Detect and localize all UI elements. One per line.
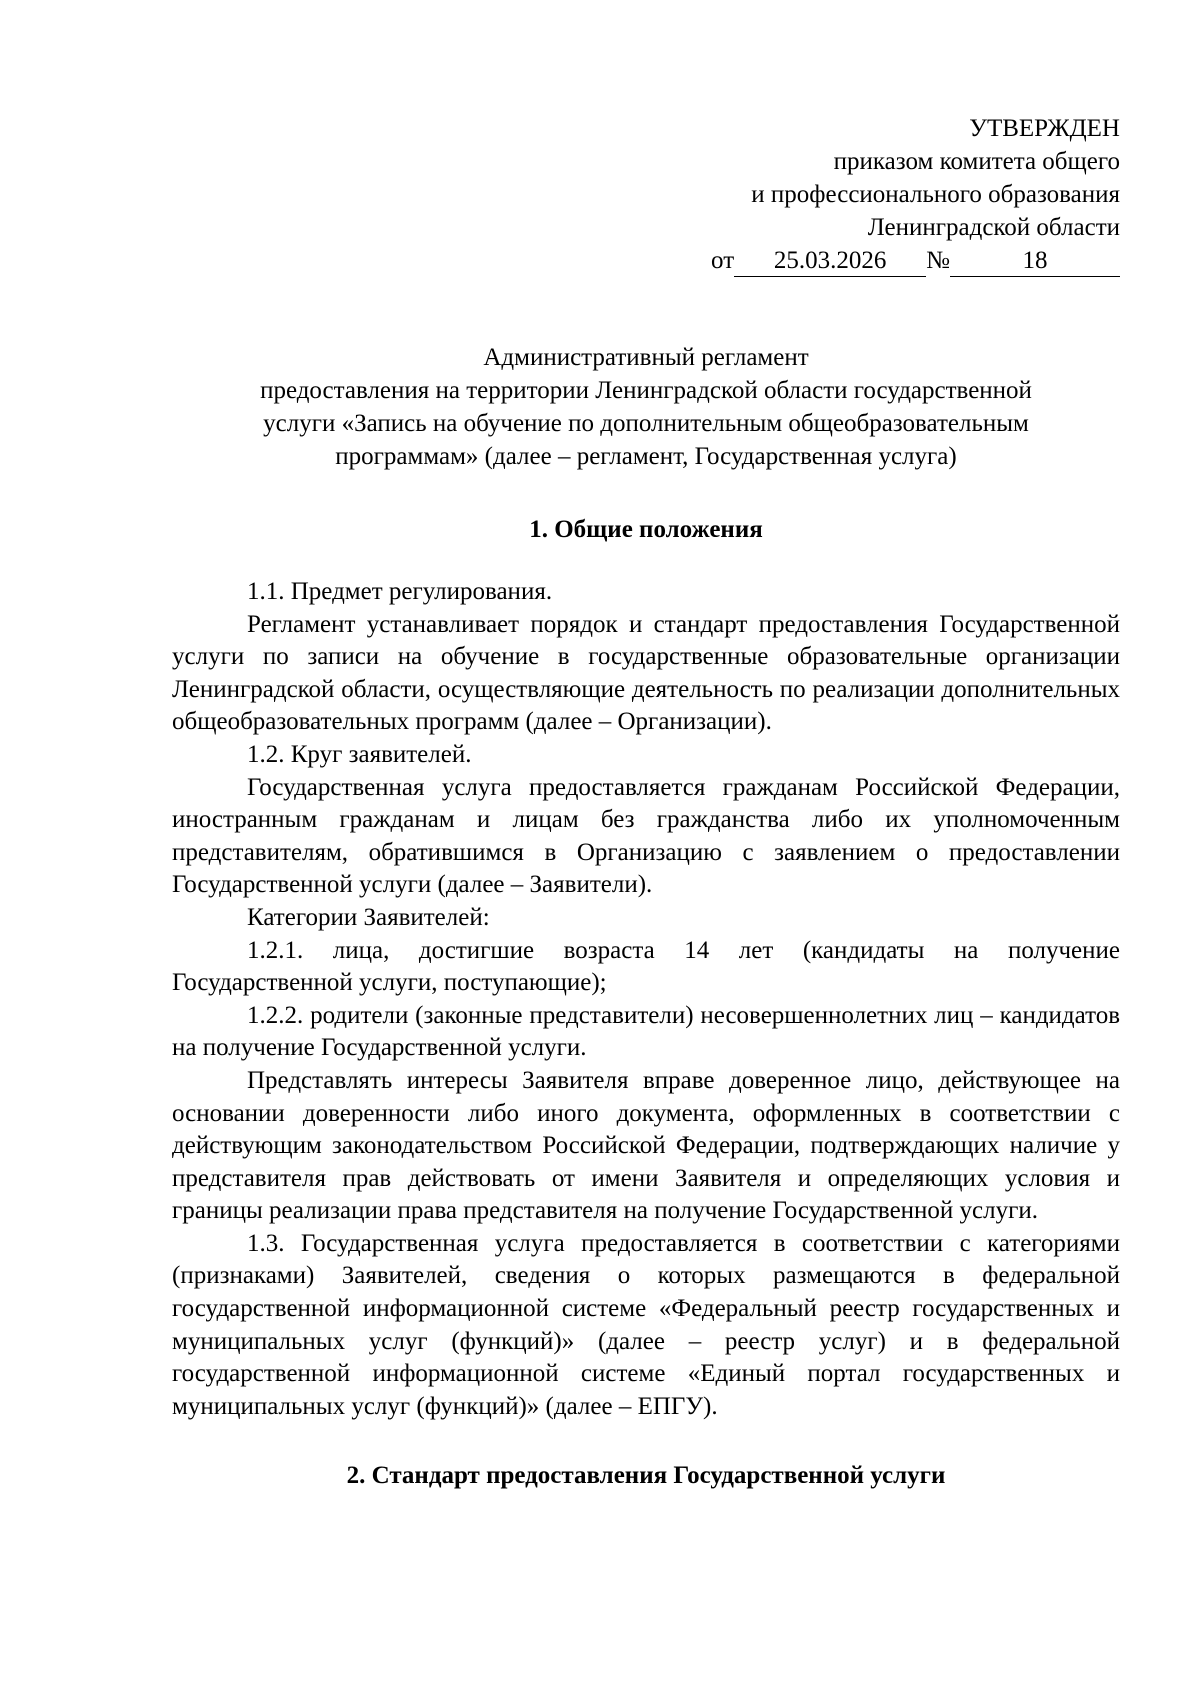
paragraph: Государственная услуга предоставляется гражданам Российской Федерации, иностранным гражданам и лицам без гражданства либо их уполномоченным представителям, обратившимся в Организацию с заявлением о предоставлении Государственной услуги (далее – Заявители). [172,773,1120,899]
title-line-3: услуги «Запись на обучение по дополнительным общеобразовательным [263,410,1029,437]
paragraph: 1.2.1. лица, достигшие возраста 14 лет (кандидаты на получение Государственной услуги, поступающие); [172,936,1120,997]
document-title [172,341,1120,473]
paragraph: 1.2. Круг заявителей. [247,740,472,768]
approval-committee-line: и профессионального образования [751,181,1120,208]
approval-date-line [711,244,1120,277]
paragraph: Представлять интересы Заявителя вправе доверенное лицо, действующее на основании доверенности либо иного документа, оформленных в соответствии с действующим законодательством Российской Федерации, подтверждающих наличие у представителя прав действовать от имени Заявителя и определяющих условия и границы реализации права представителя на получение Государственной услуги. [172,1066,1120,1225]
title-line-2: предоставления на территории Ленинградской области государственной [260,377,1032,404]
approval-block [172,112,1120,277]
order-number: 18 [950,246,1120,277]
approval-region-line: Ленинградской области [867,214,1120,241]
section-1-heading: 1. Общие положения [529,516,763,543]
title-line-4: программам» (далее – регламент, Государственная услуга) [335,443,957,470]
section-1-body [172,576,1120,1423]
paragraph: Категории Заявителей: [247,903,490,931]
document-page [172,112,1120,1492]
paragraph: Регламент устанавливает порядок и стандарт предоставления Государственной услуги по записи на обучение в государственные образовательные организации Ленинградской области, осуществляющие деятельность по реализации дополнительных общеобразовательных программ (далее – Организации). [172,610,1120,736]
approval-stamp: УТВЕРЖДЕН [969,115,1120,142]
section-2-heading: 2. Стандарт предоставления Государственной услуги [346,1462,946,1490]
paragraph: 1.2.2. родители (законные представители) несовершеннолетних лиц – кандидатов на получение Государственной услуги. [172,1001,1120,1062]
order-date: 25.03.2026 [734,246,926,277]
approval-order-line: приказом комитета общего [833,148,1120,175]
number-sign: № [926,247,950,274]
paragraph: 1.3. Государственная услуга предоставляется в соответствии с категориями (признаками) Заявителей, сведения о которых размещаются в федеральной государственной информационной системе «Федеральный реестр государственных и муниципальных услуг (функций)» (далее – реестр услуг) и в федеральной государственной информационной системе «Единый портал государственных и муниципальных услуг (функций)» (далее – ЕПГУ). [172,1229,1120,1420]
title-line-1: Административный регламент [483,344,809,371]
paragraph: 1.1. Предмет регулирования. [247,578,553,605]
date-prefix: от [711,247,735,274]
